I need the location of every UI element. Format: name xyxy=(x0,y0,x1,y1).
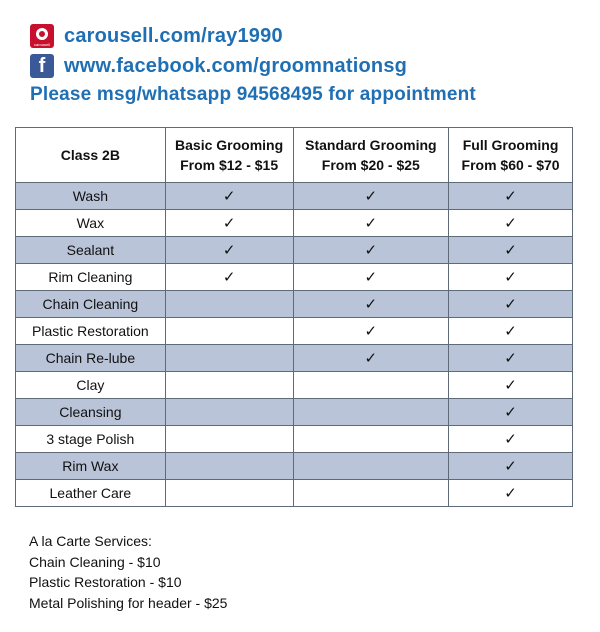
class-label: Class 2B xyxy=(16,128,166,183)
facebook-link[interactable]: www.facebook.com/groomnationsg xyxy=(64,54,408,77)
table-row xyxy=(16,426,573,453)
service-name: Wash xyxy=(16,183,166,210)
basic-check-cell xyxy=(165,291,293,318)
full-check-cell: ✓ xyxy=(449,291,573,318)
table-row xyxy=(16,210,573,237)
alacarte-item: Metal Polishing for header - $25 xyxy=(29,594,228,611)
service-name: Chain Re-lube xyxy=(16,345,166,372)
basic-check-cell xyxy=(165,480,293,507)
service-name: Leather Care xyxy=(16,480,166,507)
service-name: Chain Cleaning xyxy=(16,291,166,318)
column-header-full xyxy=(449,128,573,183)
standard-check-cell: ✓ xyxy=(293,210,449,237)
full-check-cell: ✓ xyxy=(449,453,573,480)
full-check-cell: ✓ xyxy=(449,345,573,372)
table-header-row xyxy=(16,128,573,183)
table-row xyxy=(16,264,573,291)
full-check-cell: ✓ xyxy=(449,264,573,291)
basic-check-cell: ✓ xyxy=(165,183,293,210)
carousell-link[interactable]: carousell.com/ray1990 xyxy=(64,24,283,47)
alacarte-title: A la Carte Services: xyxy=(29,533,152,549)
full-check-cell: ✓ xyxy=(449,318,573,345)
service-name: Rim Cleaning xyxy=(16,264,166,291)
standard-check-cell: ✓ xyxy=(293,237,449,264)
column-header-basic xyxy=(165,128,293,183)
basic-check-cell xyxy=(165,345,293,372)
full-check-cell: ✓ xyxy=(449,480,573,507)
standard-check-cell: ✓ xyxy=(293,345,449,372)
table-row xyxy=(16,345,573,372)
table-row xyxy=(16,318,573,345)
basic-check-cell xyxy=(165,399,293,426)
table-row xyxy=(16,183,573,210)
standard-check-cell xyxy=(293,480,449,507)
alacarte-services xyxy=(29,531,429,613)
column-name: Basic Grooming xyxy=(175,137,284,153)
service-name: Cleansing xyxy=(16,399,166,426)
facebook-line xyxy=(30,52,590,80)
table-row xyxy=(16,480,573,507)
table-row xyxy=(16,237,573,264)
table-row xyxy=(16,291,573,318)
column-name: Full Grooming xyxy=(462,137,559,153)
full-check-cell: ✓ xyxy=(449,183,573,210)
standard-check-cell: ✓ xyxy=(293,291,449,318)
standard-check-cell: ✓ xyxy=(293,318,449,345)
column-price: From $20 - $25 xyxy=(321,157,420,173)
column-price: From $60 - $70 xyxy=(461,157,560,173)
basic-check-cell xyxy=(165,372,293,399)
basic-check-cell: ✓ xyxy=(165,237,293,264)
alacarte-item: Chain Cleaning - $10 xyxy=(29,553,161,570)
contact-line xyxy=(30,82,590,108)
column-name: Standard Grooming xyxy=(305,137,437,153)
facebook-logo-icon: f xyxy=(30,54,54,78)
contact-text: Please msg/whatsapp 94568495 for appointment xyxy=(30,84,476,105)
standard-check-cell xyxy=(293,372,449,399)
carousell-logo-icon: carousell xyxy=(30,24,54,48)
standard-check-cell: ✓ xyxy=(293,183,449,210)
service-name: Sealant xyxy=(16,237,166,264)
standard-check-cell xyxy=(293,426,449,453)
carousell-line xyxy=(30,22,590,50)
basic-check-cell: ✓ xyxy=(165,264,293,291)
full-check-cell: ✓ xyxy=(449,237,573,264)
service-name: Clay xyxy=(16,372,166,399)
full-check-cell: ✓ xyxy=(449,426,573,453)
table-row xyxy=(16,399,573,426)
basic-check-cell: ✓ xyxy=(165,210,293,237)
table-row xyxy=(16,372,573,399)
service-name: Wax xyxy=(16,210,166,237)
standard-check-cell xyxy=(293,453,449,480)
table-row xyxy=(16,453,573,480)
full-check-cell: ✓ xyxy=(449,372,573,399)
service-name: Plastic Restoration xyxy=(16,318,166,345)
column-price: From $12 - $15 xyxy=(180,157,279,173)
column-header-standard xyxy=(293,128,449,183)
full-check-cell: ✓ xyxy=(449,210,573,237)
service-name: Rim Wax xyxy=(16,453,166,480)
contact-header xyxy=(30,22,590,110)
basic-check-cell xyxy=(165,318,293,345)
alacarte-item: Plastic Restoration - $10 xyxy=(29,574,182,590)
basic-check-cell xyxy=(165,426,293,453)
service-name: 3 stage Polish xyxy=(16,426,166,453)
standard-check-cell xyxy=(293,399,449,426)
basic-check-cell xyxy=(165,453,293,480)
full-check-cell: ✓ xyxy=(449,399,573,426)
pricing-table xyxy=(15,127,573,507)
standard-check-cell: ✓ xyxy=(293,264,449,291)
